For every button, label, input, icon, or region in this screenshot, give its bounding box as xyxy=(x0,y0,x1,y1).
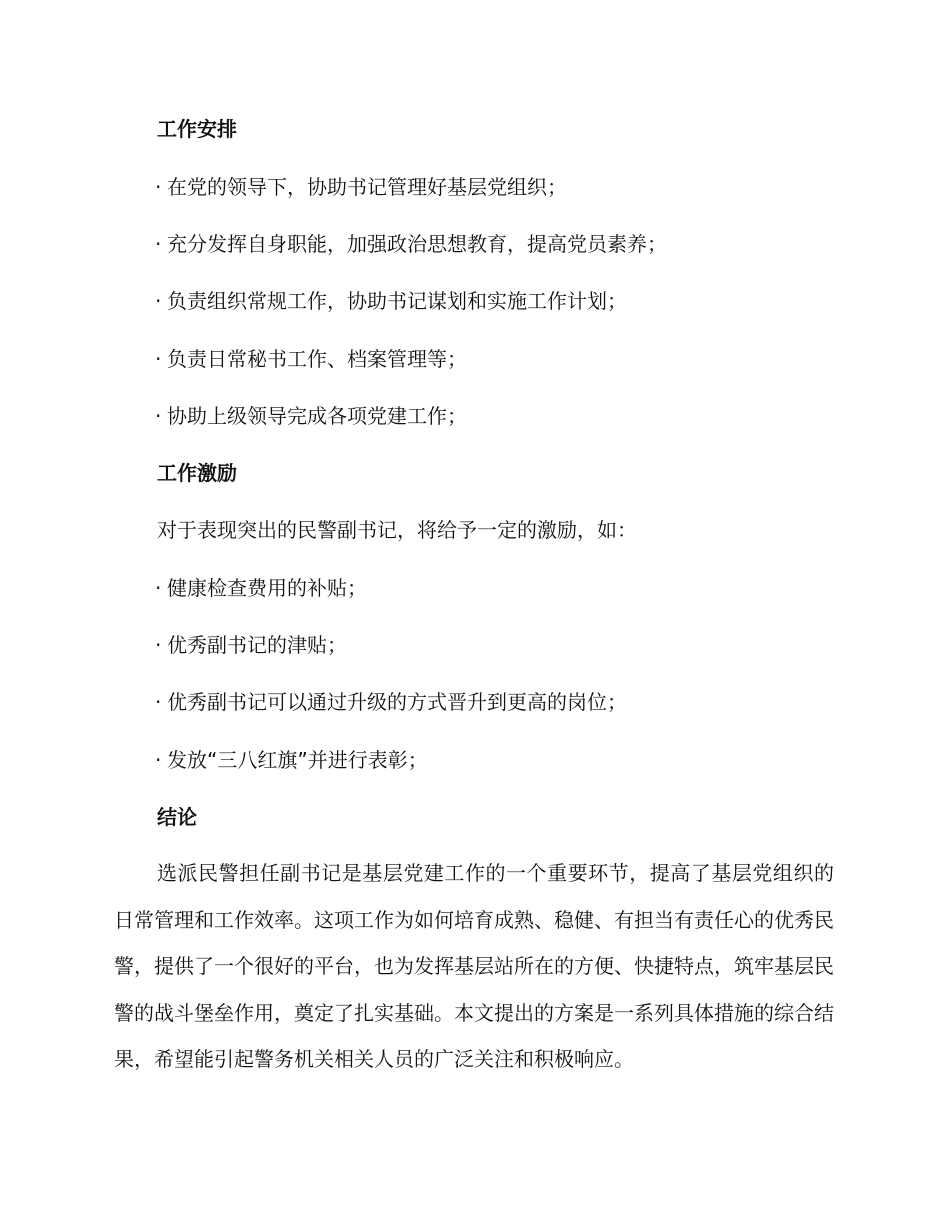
list-item-text: 负责日常秘书工作、档案管理等； xyxy=(167,347,467,371)
list-item-text: 健康检查费用的补贴； xyxy=(167,576,367,600)
list-item-text: 在党的领导下，协助书记管理好基层党组织； xyxy=(167,175,567,199)
bullet-icon: · xyxy=(155,576,162,600)
bullet-icon: · xyxy=(155,404,162,428)
heading-work-incentive: 工作激励 xyxy=(157,461,237,485)
bullet-icon: · xyxy=(155,633,162,657)
conclusion-paragraph: 选派民警担任副书记是基层党建工作的一个重要环节，提高了基层党组织的日常管理和工作效率。这项工作为如何培育成熟、稳健、有担当有责任心的优秀民警，提供了一个很好的平台，也为发挥基层站所在的方便、快捷特点，筑牢基层民警的战斗堡垒作用，奠定了扎实基础。本文提出的方案是一系列具体措施的综合结果，希望能引起警务机关相关人员的广泛关注和积极响应。 xyxy=(114,861,834,1071)
list-item-text: 充分发挥自身职能，加强政治思想教育，提高党员素养； xyxy=(167,232,667,256)
list-item xyxy=(155,402,467,430)
list-item-text: 负责组织常规工作，协助书记谋划和实施工作计划； xyxy=(167,289,627,313)
list-item xyxy=(155,631,347,659)
heading-conclusion: 结论 xyxy=(157,805,197,829)
heading-work-arrangement: 工作安排 xyxy=(157,117,237,141)
bullet-icon: · xyxy=(155,347,162,371)
bullet-icon: · xyxy=(155,748,162,772)
bullet-icon: · xyxy=(155,232,162,256)
bullet-icon: · xyxy=(155,175,162,199)
list-item xyxy=(155,230,667,258)
list-item-text: 优秀副书记的津贴； xyxy=(167,633,347,657)
incentive-intro: 对于表现突出的民警副书记，将给予一定的激励，如： xyxy=(157,518,637,542)
list-item xyxy=(155,574,367,602)
bullet-icon: · xyxy=(155,690,162,714)
list-item xyxy=(155,746,428,774)
list-item-text: 发放“三八红旗”并进行表彰； xyxy=(167,748,428,772)
bullet-icon: · xyxy=(155,289,162,313)
list-item xyxy=(155,173,567,201)
list-item xyxy=(155,287,627,315)
list-item-text: 协助上级领导完成各项党建工作； xyxy=(167,404,467,428)
list-item-text: 优秀副书记可以通过升级的方式晋升到更高的岗位； xyxy=(167,690,627,714)
list-item xyxy=(155,688,627,716)
list-item xyxy=(155,345,467,373)
